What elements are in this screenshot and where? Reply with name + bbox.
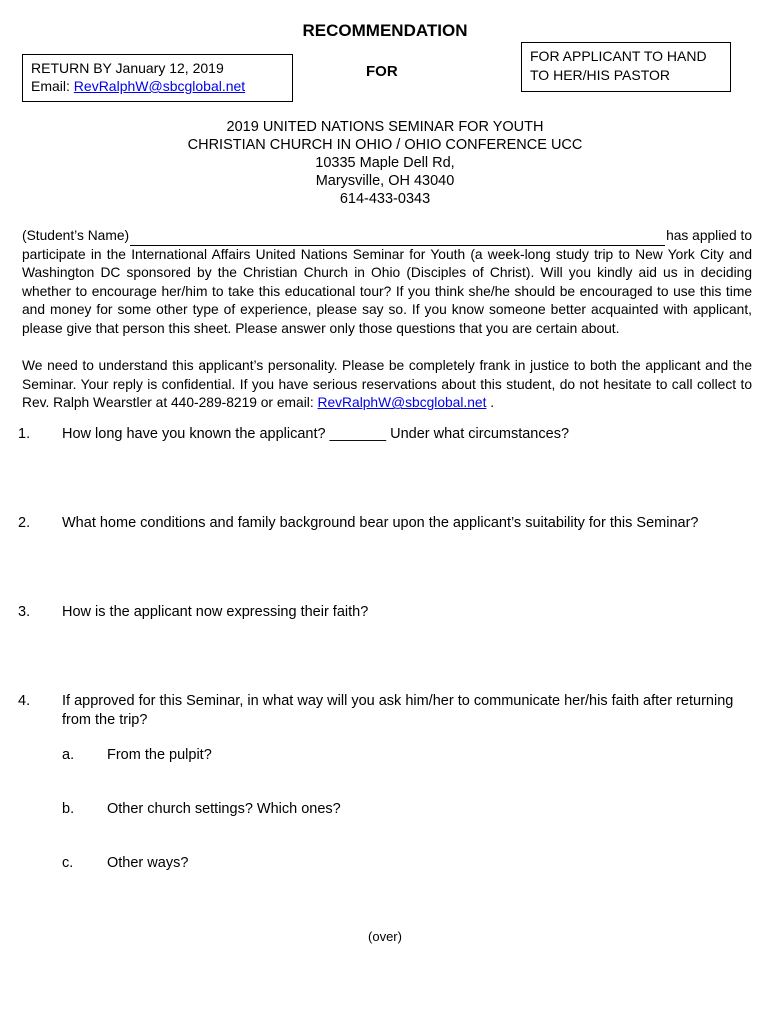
intro-body: participate in the International Affairs United Nations Seminar for Youth (a week-long study trip to New York City and Washington DC sponsored by the Christian Church in Ohio (Disciples of Christ). Will you kindly aid us in deciding whether to encourage her/him to take this educational tour? If you think she/he should be encouraged to use this time and money for some other type of experience, please say so. If you know someone better acquainted with applicant, please give that person this sheet. Please answer only those questions that you are certain about. bbox=[22, 246, 752, 336]
question-4-number: 4. bbox=[18, 693, 31, 709]
question-2-number: 2. bbox=[18, 515, 31, 531]
return-email-line bbox=[31, 77, 284, 95]
intro-paragraph bbox=[22, 227, 752, 339]
question-2-text: What home conditions and family background bear upon the applicant’s suitability for this Seminar? bbox=[62, 515, 699, 531]
question-1-number: 1. bbox=[18, 426, 31, 442]
subquestion-b-text: Other church settings? Which ones? bbox=[107, 801, 341, 817]
applicant-instruction-line-2: TO HER/HIS PASTOR bbox=[530, 67, 671, 83]
seminar-name: 2019 UNITED NATIONS SEMINAR FOR YOUTH bbox=[226, 119, 544, 135]
applied-text: has applied to bbox=[666, 228, 752, 243]
contact-email-link[interactable]: RevRalphW@sbcglobal.net bbox=[317, 395, 487, 411]
page-title: RECOMMENDATION bbox=[302, 21, 468, 40]
subquestion-b-letter: b. bbox=[62, 801, 75, 817]
subquestion-a-letter: a. bbox=[62, 747, 75, 763]
seminar-header bbox=[0, 118, 770, 208]
phone-number: 614-433-0343 bbox=[339, 191, 431, 207]
street-address: 10335 Maple Dell Rd, bbox=[315, 155, 455, 171]
subquestion-c-text: Other ways? bbox=[107, 855, 189, 871]
question-3-text: How is the applicant now expressing their faith? bbox=[62, 604, 369, 620]
student-name-label: (Student’s Name) bbox=[22, 228, 130, 243]
student-name-blank[interactable] bbox=[130, 233, 665, 246]
applicant-instruction-line-1: FOR APPLICANT TO HAND bbox=[530, 48, 707, 64]
question-4-text: If approved for this Seminar, in what way will you ask him/her to communicate her/his faith after returning from the trip? bbox=[62, 693, 734, 728]
church-name: CHRISTIAN CHURCH IN OHIO / OHIO CONFERENCE UCC bbox=[187, 137, 583, 153]
confidential-end: . bbox=[486, 395, 495, 411]
question-1-text: How long have you known the applicant? _______ Under what circumstances? bbox=[62, 426, 570, 442]
question-3-number: 3. bbox=[18, 604, 31, 620]
return-by-date: RETURN BY January 12, 2019 bbox=[31, 60, 224, 76]
student-name-line bbox=[22, 227, 752, 246]
subquestion-c-letter: c. bbox=[62, 855, 74, 871]
confidential-paragraph bbox=[22, 357, 752, 413]
applicant-instruction-box bbox=[521, 42, 731, 92]
email-label: Email: bbox=[31, 78, 74, 94]
confidential-text: We need to understand this applicant’s personality. Please be completely frank in justice to both the applicant and the Seminar. Your reply is confidential. If you have serious reservations about this student, do not hesitate to call collect to Rev. Ralph Wearstler at 440-289-8219 or email: bbox=[22, 358, 752, 411]
return-by-box bbox=[22, 54, 293, 102]
return-email-link[interactable]: RevRalphW@sbcglobal.net bbox=[73, 78, 246, 94]
over-note: (over) bbox=[368, 929, 402, 944]
subquestion-a-text: From the pulpit? bbox=[107, 747, 212, 763]
city-state-zip: Marysville, OH 43040 bbox=[315, 173, 455, 189]
for-label: FOR bbox=[366, 63, 398, 80]
